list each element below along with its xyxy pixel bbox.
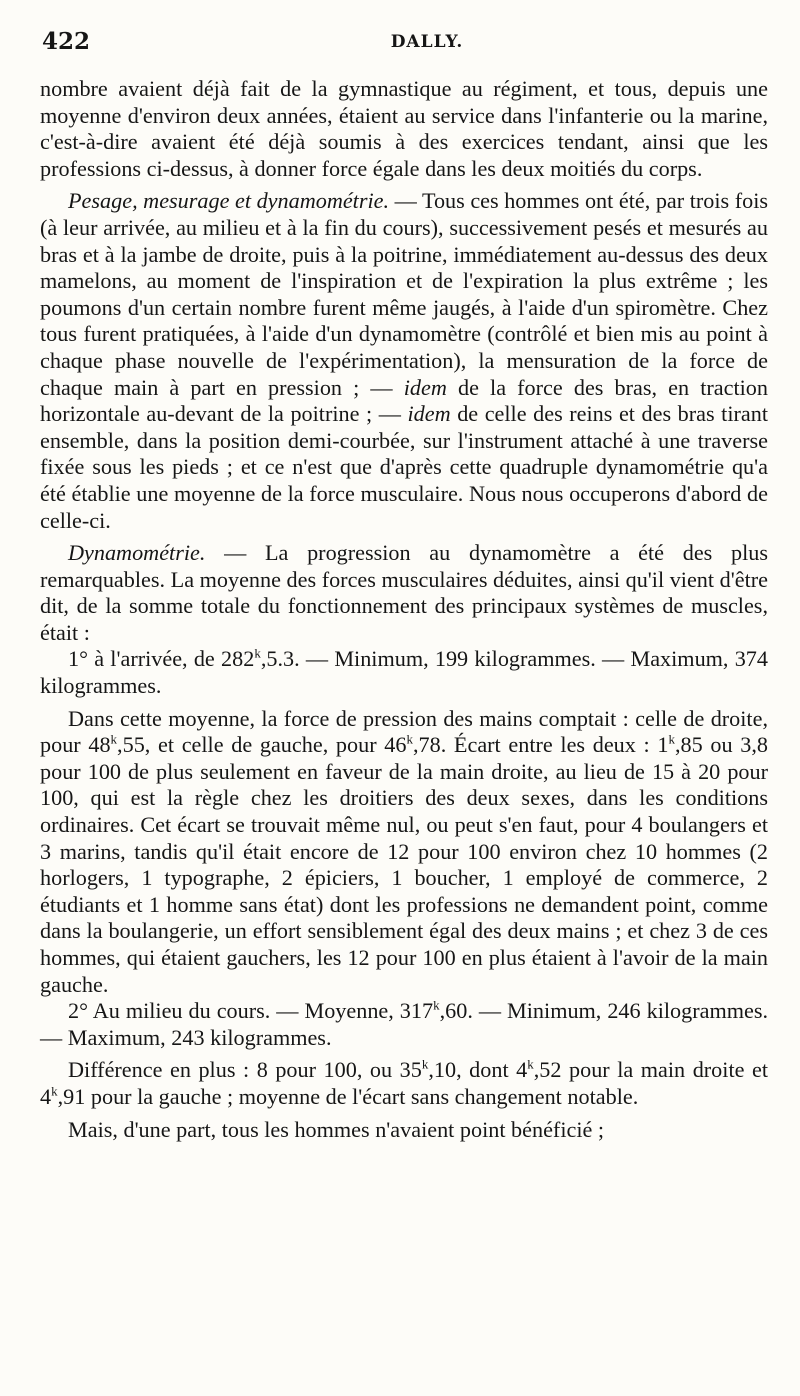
section-heading-pesage: Pesage, mesurage et dynamométrie.	[68, 188, 390, 214]
paragraph-text: 1° à l'arrivée, de 282	[68, 646, 255, 672]
paragraph-text: ,52 pour la main droite et 4	[40, 1057, 769, 1109]
unit-superscript: k	[668, 731, 675, 747]
paragraph-text: Mais, d'une part, tous les hommes n'avaient point bénéficié ;	[68, 1116, 605, 1142]
paragraph-text: 2° Au milieu du cours. — Moyenne, 317	[68, 998, 434, 1024]
paragraph-dynamometrie	[40, 540, 768, 646]
paragraph-text: de la force des bras, en traction horizontale au-devant de la poitrine ; —	[40, 374, 768, 427]
paragraph-text: Différence en plus : 8 pour 100, ou 35	[68, 1057, 422, 1083]
paragraph-text: Dans cette moyenne, la force de pression des mains comptait : celle de droite, pour 48	[40, 705, 768, 758]
running-head: DALLY.	[390, 32, 464, 52]
paragraph-continuation	[40, 76, 768, 182]
paragraph-text: ,10, dont 4	[428, 1057, 528, 1083]
paragraph-arrivee	[40, 646, 768, 699]
section-heading-dynamometrie: Dynamométrie.	[68, 540, 206, 566]
paragraph-pesage	[40, 188, 768, 534]
paragraph-text: ,60. — Minimum, 246 kilogrammes. — Maximum, 243 kilogrammes.	[40, 998, 768, 1050]
paragraph-difference	[40, 1057, 768, 1110]
unit-superscript: k	[527, 1056, 534, 1072]
unit-superscript: k	[254, 646, 261, 662]
page-header	[42, 28, 762, 64]
paragraph-text: de celle des reins et des bras tirant ensemble, dans la position demi-courbée, sur l'instrument attaché à une traverse fixée sous les pieds ; et ce n'est que d'après cette quadruple dynamométrie qu'a été établie une moyenne de la force musculaire. Nous nous occuperons d'abord de celle-ci.	[40, 401, 768, 533]
unit-superscript: k	[406, 731, 413, 747]
unit-superscript: k	[51, 1083, 58, 1099]
paragraph-text: ,5.3. — Minimum, 199 kilogrammes. — Maximum, 374 kilogrammes.	[40, 646, 768, 699]
paragraph-text: ,78. Écart entre les deux : 1	[412, 732, 669, 758]
unit-superscript: k	[433, 997, 440, 1013]
idem-term: idem	[403, 374, 447, 400]
paragraph-text: — Tous ces hommes ont été, par trois fois (à leur arrivée, au milieu et à la fin du cours), successivement pesés et mesurés au bras et à la jambe de droite, puis à la poitrine, immédiatement au-dessus des deux mamelons, au moment de l'inspiration et de l'expiration la plus extrême ; les poumons d'un certain nombre furent même jaugés, à l'aide d'un spiromètre. Chez tous furent pratiquées, à l'aide d'un dynamomètre (contrôlé et bien mis au point à chaque phase nouvelle de l'expérimentation), la mensuration de la force de chaque main à part en pression ; —	[40, 188, 768, 400]
paragraph-moyenne-mains	[40, 706, 768, 999]
unit-superscript: k	[421, 1056, 429, 1072]
paragraph-text: — La progression au dynamomètre a été des plus remarquables. La moyenne des forces musculaires déduites, ainsi qu'il vient d'être dit, de la somme totale du fonctionnement des principaux systèmes de muscles, était :	[40, 540, 768, 645]
idem-term: idem	[407, 401, 451, 427]
page-number: 422	[42, 28, 91, 55]
unit-superscript: k	[110, 731, 118, 747]
paragraph-milieu-cours	[40, 998, 768, 1051]
paragraph-text: ,91 pour la gauche ; moyenne de l'écart sans changement notable.	[57, 1083, 639, 1109]
paragraph-final	[40, 1117, 768, 1144]
paragraph-text: ,55, et celle de gauche, pour 46	[117, 732, 407, 758]
page-body	[40, 76, 768, 1376]
paragraph-text: ,85 ou 3,8 pour 100 de plus seulement en faveur de la main droite, au lieu de 15 à 20 pour 100, qui est la règle chez les droitiers des deux sexes, dans les conditions ordinaires. Cet écart se trouvait même nul, ou peut s'en faut, pour 4 boulangers et 3 marins, tandis qu'il était encore de 12 pour 100 environ chez 10 hommes (2 horlogers, 1 typographe, 2 épiciers, 1 boucher, 1 employé de commerce, 2 étudiants et 1 homme sans état) dont les professions ne demandent point, comme dans la boulangerie, un effort sensiblement égal des deux mains ; et chez 3 de ces hommes, qui étaient gauchers, les 12 pour 100 en plus étaient à l'avoir de la main gauche.	[40, 732, 768, 997]
paragraph-text: nombre avaient déjà fait de la gymnastique au régiment, et tous, depuis une moyenne d'environ deux années, étaient au service dans l'infanterie ou la marine, c'est-à-dire avaient été déjà soumis à des exercices tendant, ainsi que les professions ci-dessus, à donner force égale dans les deux moitiés du corps.	[40, 76, 768, 181]
